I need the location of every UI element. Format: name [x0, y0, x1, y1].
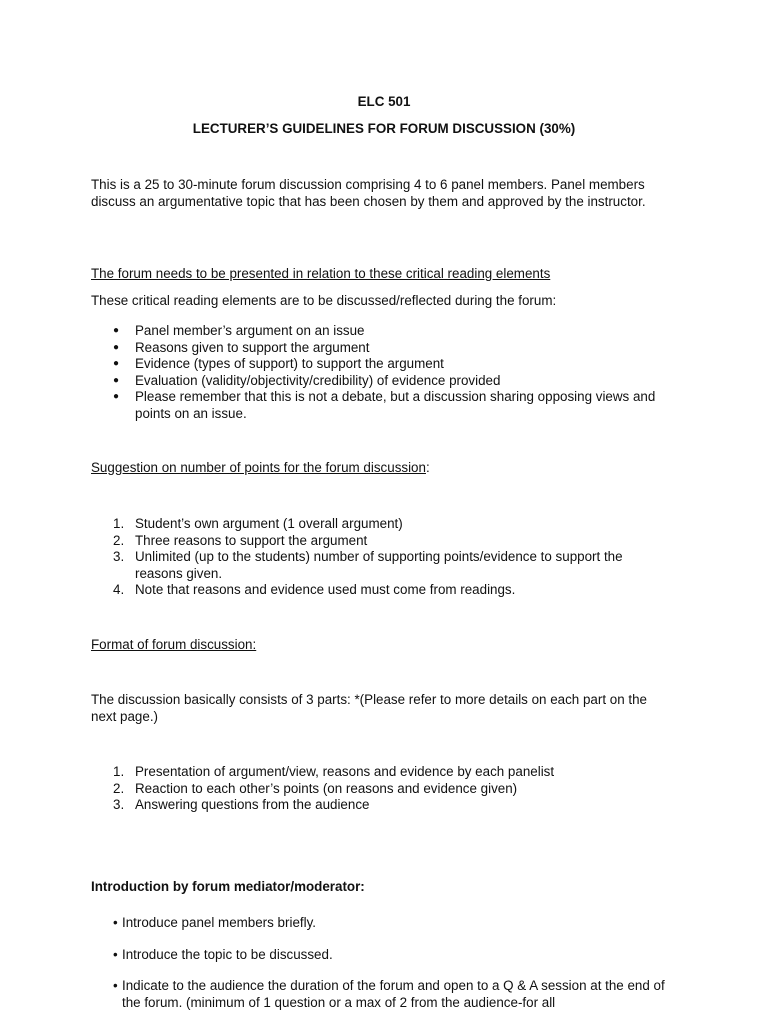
list-item: • Introduce panel members briefly.: [91, 915, 671, 932]
list-item: [91, 516, 671, 533]
list-item: [91, 764, 671, 781]
list-item: ● Panel member’s argument on an issue: [91, 323, 671, 340]
item-number: 1.: [113, 764, 125, 779]
list-item: ● Evaluation (validity/objectivity/credibility) of evidence provided: [91, 373, 671, 390]
list-item: [91, 781, 671, 798]
item-number: 1.: [113, 516, 125, 531]
moderator-heading: Introduction by forum mediator/moderator:: [91, 879, 365, 894]
list-item: • Indicate to the audience the duration of the forum and open to a Q & A session at the end of the forum. (minimum of 1 question or a max of 2 from the audience-for all: [91, 978, 671, 1011]
item-number: 2.: [113, 532, 125, 548]
format-list: [91, 764, 671, 814]
list-item: [91, 797, 671, 814]
item-text: Three reasons to support the argument: [135, 532, 368, 548]
format-heading: Format of forum discussion:: [91, 637, 257, 652]
item-number: 2.: [113, 780, 125, 796]
critical-elements-heading: The forum needs to be presented in relation to these critical reading elements: [91, 266, 551, 281]
points-heading: Suggestion on number of points for the forum discussion: [91, 460, 426, 475]
critical-elements-list: [91, 323, 671, 422]
list-item: [91, 582, 671, 599]
list-item: [91, 549, 671, 582]
list-item: ● Reasons given to support the argument: [91, 340, 671, 357]
document-title: LECTURER’S GUIDELINES FOR FORUM DISCUSSION (30%): [192, 121, 576, 136]
item-text: Reaction to each other’s points (on reasons and evidence given): [135, 780, 518, 796]
list-item: ● Please remember that this is not a debate, but a discussion sharing opposing views and points on an issue.: [91, 389, 671, 422]
points-list: [91, 516, 671, 599]
item-number: 3.: [113, 549, 125, 564]
list-item: • Introduce the topic to be discussed.: [91, 947, 671, 964]
item-number: 4.: [113, 582, 125, 597]
points-heading-line: [91, 460, 671, 477]
item-text: Note that reasons and evidence used must come from readings.: [135, 582, 516, 597]
format-lead: The discussion basically consists of 3 parts: *(Please refer to more details on each part on the next page.): [91, 692, 647, 724]
points-heading-colon: :: [425, 460, 430, 475]
item-text: Unlimited (up to the students) number of supporting points/evidence to support the reasons given.: [135, 549, 623, 581]
course-code: ELC 501: [357, 94, 411, 109]
item-text: Student’s own argument (1 overall argument): [135, 516, 403, 531]
list-item: ● Evidence (types of support) to support the argument: [91, 356, 671, 373]
intro-paragraph: This is a 25 to 30-minute forum discussion comprising 4 to 6 panel members. Panel members discuss an argumentative topic that has been chosen by them and approved by the instructor.: [91, 177, 646, 209]
list-item: [91, 533, 671, 550]
moderator-list: [91, 915, 671, 1026]
item-text: Answering questions from the audience: [135, 797, 370, 812]
item-number: 3.: [113, 797, 125, 812]
critical-elements-lead: These critical reading elements are to be discussed/reflected during the forum:: [91, 293, 557, 308]
item-text: Presentation of argument/view, reasons and evidence by each panelist: [135, 764, 555, 779]
